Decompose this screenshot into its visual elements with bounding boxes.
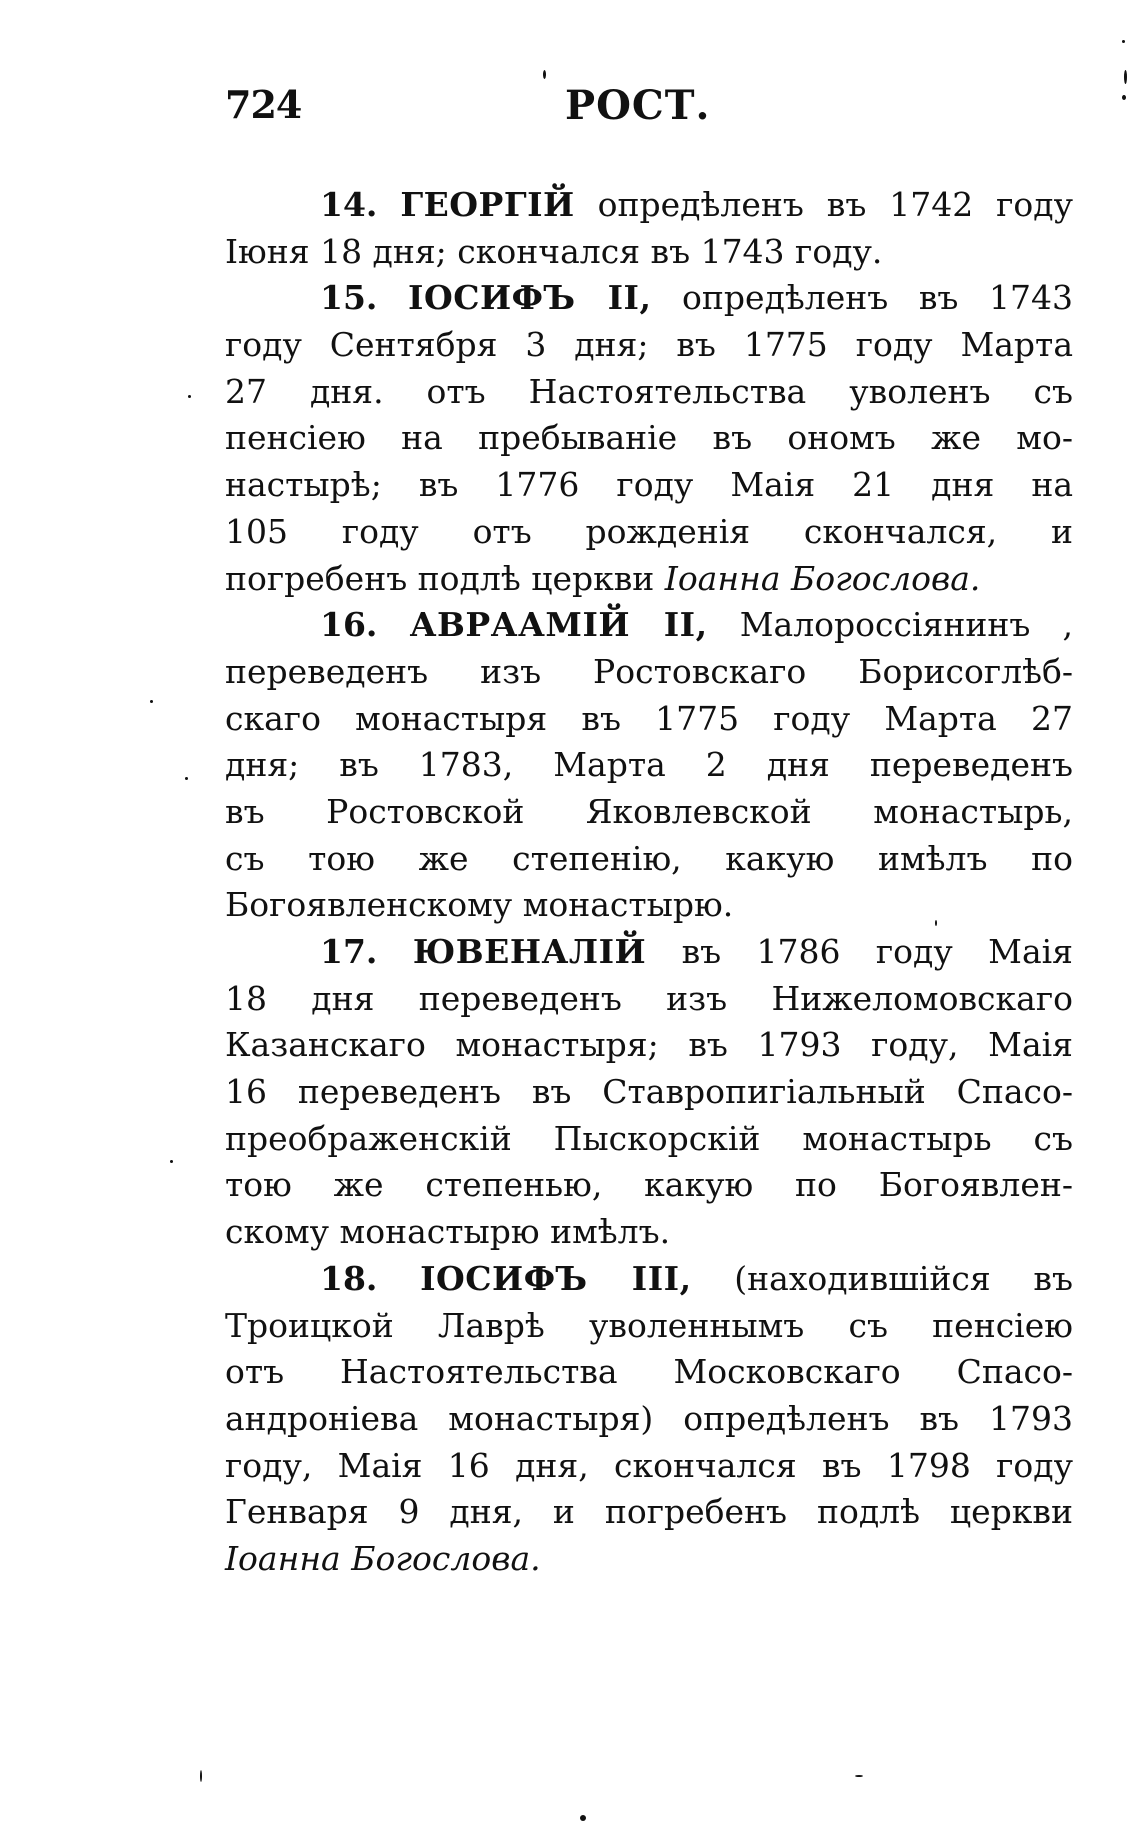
text-line: съ тою же степенiю, какую имѣлъ по	[225, 838, 1073, 878]
text-line	[225, 602, 1073, 649]
text-line: скому монастырю имѣлъ.	[225, 1212, 671, 1252]
text-line	[225, 275, 1073, 322]
running-head: РОСТ.	[565, 82, 711, 129]
line-text: въ 1786 году Маiя	[646, 932, 1073, 971]
text-line: преображенскiй Пыскорскiй монастырь съ	[225, 1118, 1073, 1158]
text-line: Троицкой Лаврѣ уволеннымъ съ пенсiею	[225, 1305, 1073, 1345]
text-line: скаго монастыря въ 1775 году Марта 27	[225, 698, 1073, 738]
scan-speck	[170, 1160, 173, 1163]
text-line	[225, 1536, 1073, 1583]
entry-name: IОСИФЪ II,	[408, 278, 652, 318]
entry-name: ЮВЕНАЛIЙ	[412, 932, 647, 971]
text-line: Iюня 18 дня; скончался въ 1743 году.	[225, 231, 883, 271]
entry-number: 14.	[320, 185, 378, 224]
text-line: отъ Настоятельства Московскаго Спасо-	[225, 1352, 1073, 1392]
text-line: настырѣ; въ 1776 году Маiя 21 дня на	[225, 465, 1073, 505]
scan-speck	[935, 920, 937, 926]
text-line: 18 дня переведенъ изъ Нижеломовскаго	[225, 978, 1073, 1018]
entry-number: 16.	[320, 605, 378, 645]
body-text	[225, 182, 1073, 1583]
text-line: тою же степенью, какую по Богоявлен-	[225, 1165, 1073, 1205]
page-header	[225, 82, 1055, 142]
scan-speck	[580, 1815, 586, 1821]
text-line: 16 переведенъ въ Ставропигiальный Спасо-	[225, 1072, 1073, 1112]
scan-speck	[200, 1770, 202, 1782]
text-line: пенсiею на пребыванiе въ ономъ же мо-	[225, 418, 1073, 458]
text-line: дня; въ 1783, Марта 2 дня переведенъ	[225, 745, 1073, 785]
entry-number: 15.	[320, 278, 378, 318]
text-line: году, Маiя 16 дня, скончался въ 1798 году	[225, 1445, 1073, 1485]
scan-speck	[543, 70, 546, 79]
entry-15	[225, 275, 1073, 602]
page-number: 724	[225, 82, 302, 127]
entry-14	[225, 182, 1073, 275]
line-text: опредѣленъ въ 1743	[651, 278, 1073, 318]
scan-speck	[150, 700, 153, 703]
text-line: въ Ростовской Яковлевской монастырь,	[225, 791, 1073, 831]
entry-16	[225, 602, 1073, 929]
italic-text: Iоанна Богослова.	[664, 558, 981, 598]
text-line: 27 дня. отъ Настоятельства уволенъ съ	[225, 371, 1073, 411]
scan-speck	[1124, 70, 1127, 84]
scan-speck	[1122, 40, 1125, 43]
line-text: погребенъ подлѣ церкви	[225, 558, 665, 598]
entry-18	[225, 1256, 1073, 1583]
italic-text: Iоанна Богослова.	[225, 1538, 541, 1578]
line-text: Малороссiянинъ ,	[707, 605, 1073, 645]
text-line: 105 году отъ рожденiя скончался, и	[225, 511, 1073, 551]
text-line: Генваря 9 дня, и погребенъ подлѣ церкви	[225, 1492, 1073, 1532]
text-line: Казанскаго монастыря; въ 1793 году, Маiя	[225, 1025, 1073, 1065]
scan-speck	[188, 395, 191, 398]
text-line	[225, 929, 1073, 976]
entry-name: IОСИФЪ III,	[420, 1258, 692, 1298]
entry-number: 17.	[320, 932, 378, 971]
line-text: опредѣленъ въ 1742 году	[574, 185, 1073, 224]
text-line	[225, 182, 1073, 229]
text-line: году Сентября 3 дня; въ 1775 году Марта	[225, 325, 1073, 365]
scan-speck	[185, 777, 188, 780]
text-line: андронiева монастыря) опредѣленъ въ 1793	[225, 1398, 1073, 1438]
scan-speck	[1122, 95, 1126, 100]
entry-number: 18.	[320, 1258, 378, 1298]
entry-17	[225, 929, 1073, 1256]
text-line	[225, 556, 1073, 603]
text-line: Богоявленскому монастырю.	[225, 885, 734, 925]
scan-speck	[855, 1775, 863, 1777]
entry-name: АВРААМIЙ II,	[409, 605, 708, 645]
text-line: переведенъ изъ Ростовскаго Борисоглѣб-	[225, 651, 1073, 691]
entry-name: ГЕОРГIЙ	[400, 185, 575, 224]
line-text: (находившiйся въ	[691, 1258, 1073, 1298]
text-line	[225, 1256, 1073, 1303]
